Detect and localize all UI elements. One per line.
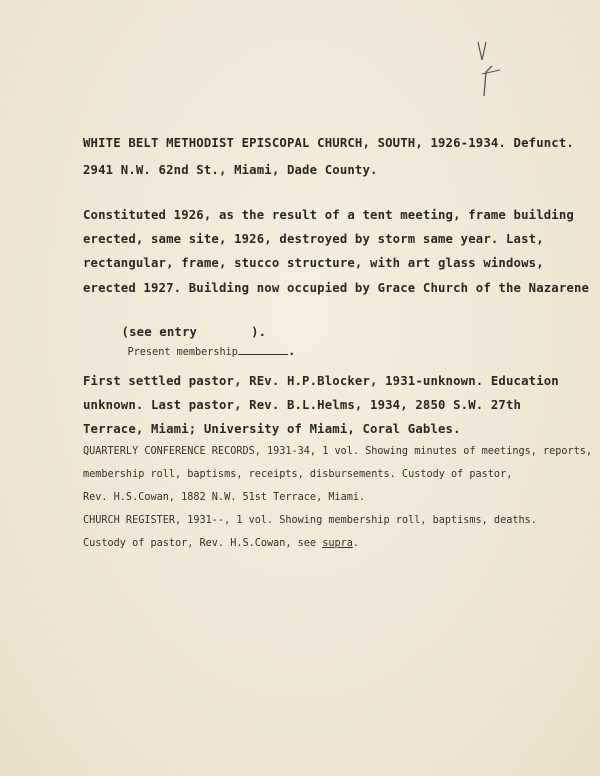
- supra-text: supra: [322, 538, 353, 549]
- records-line-4: CHURCH REGISTER, 1931--, 1 vol. Showing membership roll, baptisms, deaths.: [83, 515, 537, 526]
- custody-text: Custody of pastor, Rev. H.S.Cowan, see: [83, 538, 317, 549]
- records-line-5: [83, 538, 359, 549]
- pastors-line-3: Terrace, Miami; University of Miami, Coral Gables.: [83, 422, 461, 436]
- see-entry-text: (see entry: [121, 325, 198, 339]
- membership-blank: [238, 344, 288, 355]
- membership-label: Present membership: [127, 347, 238, 358]
- pencil-checkmark-icon: [470, 38, 510, 98]
- history-line-4: erected 1927. Building now occupied by Grace Church of the Nazarene: [83, 281, 590, 295]
- records-line-1: QUARTERLY CONFERENCE RECORDS, 1931-34, 1 vol. Showing minutes of meetings, reports,: [83, 446, 593, 457]
- see-entry-close: ).: [251, 325, 267, 339]
- pastors-line-2: unknown. Last pastor, Rev. B.L.Helms, 1934, 2850 S.W. 27th: [83, 398, 522, 412]
- history-line-5: [83, 302, 296, 378]
- heading-line-2: 2941 N.W. 62nd St., Miami, Dade County.: [83, 163, 378, 177]
- history-line-1: Constituted 1926, as the result of a tent meeting, frame building: [83, 208, 574, 222]
- custody-period: .: [352, 538, 360, 549]
- heading-line-1: WHITE BELT METHODIST EPISCOPAL CHURCH, SOUTH, 1926-1934. Defunct.: [83, 136, 574, 150]
- pastors-line-1: First settled pastor, REv. H.P.Blocker, 1931-unknown. Education: [83, 374, 559, 388]
- history-line-2: erected, same site, 1926, destroyed by storm same year. Last,: [83, 232, 544, 246]
- membership-period: .: [287, 344, 296, 358]
- history-line-3: rectangular, frame, stucco structure, with art glass windows,: [83, 256, 544, 270]
- records-line-3: Rev. H.S.Cowan, 1882 N.W. 51st Terrace, Miami.: [83, 492, 366, 503]
- records-line-2: membership roll, baptisms, receipts, disbursements. Custody of pastor,: [83, 469, 513, 480]
